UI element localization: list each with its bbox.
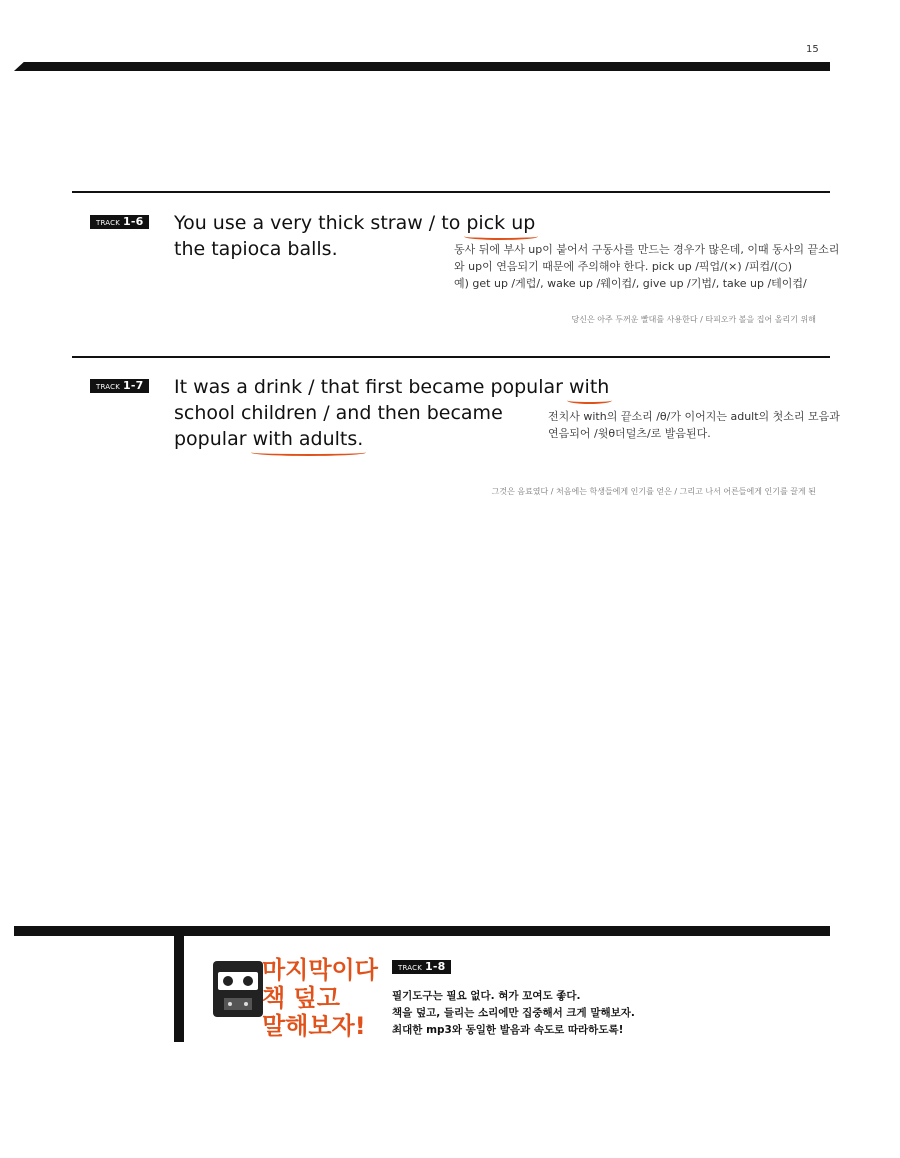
sentence-line bbox=[174, 374, 609, 400]
sentence-english bbox=[174, 374, 609, 452]
section-divider bbox=[72, 356, 830, 358]
sentence-line: the tapioca balls. bbox=[174, 238, 338, 260]
korean-translation: 그것은 음료였다 / 처음에는 학생들에게 인기를 얻은 / 그리고 나서 어른들에게 인기를 끌게 된 bbox=[491, 487, 816, 496]
note-line: 와 up이 연음되기 때문에 주의해야 한다. pick up /픽업/(×) /피컵/(○) bbox=[454, 260, 793, 273]
track-number: 1-7 bbox=[123, 379, 144, 392]
track-badge-label: TRACK bbox=[398, 964, 422, 972]
note-line: 동사 뒤에 부사 up이 붙어서 구동사를 만드는 경우가 많은데, 이때 동사의 끝소리 bbox=[454, 243, 840, 256]
footer-bar-stem bbox=[174, 926, 184, 1042]
note-line: 연음되어 /윗θ더덜츠/로 발음된다. bbox=[548, 427, 711, 440]
track-badge-label: TRACK bbox=[96, 219, 120, 227]
sentence-text: You use a very thick straw / to bbox=[174, 212, 467, 234]
header-bar bbox=[14, 62, 830, 71]
highlighted-phrase: with adults. bbox=[252, 428, 364, 450]
highlighted-phrase: with bbox=[569, 376, 610, 398]
sentence-line bbox=[174, 426, 609, 452]
track-badge bbox=[90, 215, 149, 229]
speak-challenge-callout bbox=[262, 956, 378, 1040]
section-divider bbox=[72, 191, 830, 193]
instructions bbox=[392, 988, 635, 1039]
track-number: 1-8 bbox=[425, 960, 446, 973]
instruction-line: 필기도구는 필요 없다. 혀가 꼬여도 좋다. bbox=[392, 990, 581, 1002]
korean-translation: 당신은 아주 두꺼운 빨대를 사용한다 / 타피오카 볼을 집어 올리기 위해 bbox=[571, 315, 816, 324]
instruction-line: 최대한 mp3와 동일한 발음과 속도로 따라하도록! bbox=[392, 1024, 624, 1036]
instruction-line: 책을 덮고, 들리는 소리에만 집중해서 크게 말해보자. bbox=[392, 1007, 635, 1019]
callout-line: 책 덮고 bbox=[262, 984, 340, 1012]
track-badge-label: TRACK bbox=[96, 383, 120, 391]
track-badge bbox=[392, 960, 451, 974]
track-badge bbox=[90, 379, 149, 393]
pronunciation-note bbox=[548, 408, 840, 442]
page-number: 15 bbox=[806, 44, 819, 55]
note-line: 예) get up /게럽/, wake up /웨이컵/, give up /기법/, take up /테이컵/ bbox=[454, 277, 807, 290]
sentence-text: popular bbox=[174, 428, 253, 450]
sentence-text: It was a drink / that first became popular bbox=[174, 376, 570, 398]
track-number: 1-6 bbox=[123, 215, 144, 228]
note-line: 전치사 with의 끝소리 /θ/가 이어지는 adult의 첫소리 모음과 bbox=[548, 410, 840, 423]
pronunciation-note bbox=[454, 241, 839, 292]
sentence-line bbox=[174, 210, 535, 236]
highlighted-phrase: pick up bbox=[466, 212, 536, 234]
sentence-line: school children / and then became bbox=[174, 402, 503, 424]
callout-line: 말해보자! bbox=[262, 1012, 366, 1040]
footer-bar bbox=[14, 926, 830, 936]
callout-line: 마지막이다 bbox=[262, 956, 378, 984]
cassette-tape-icon bbox=[212, 958, 264, 1020]
